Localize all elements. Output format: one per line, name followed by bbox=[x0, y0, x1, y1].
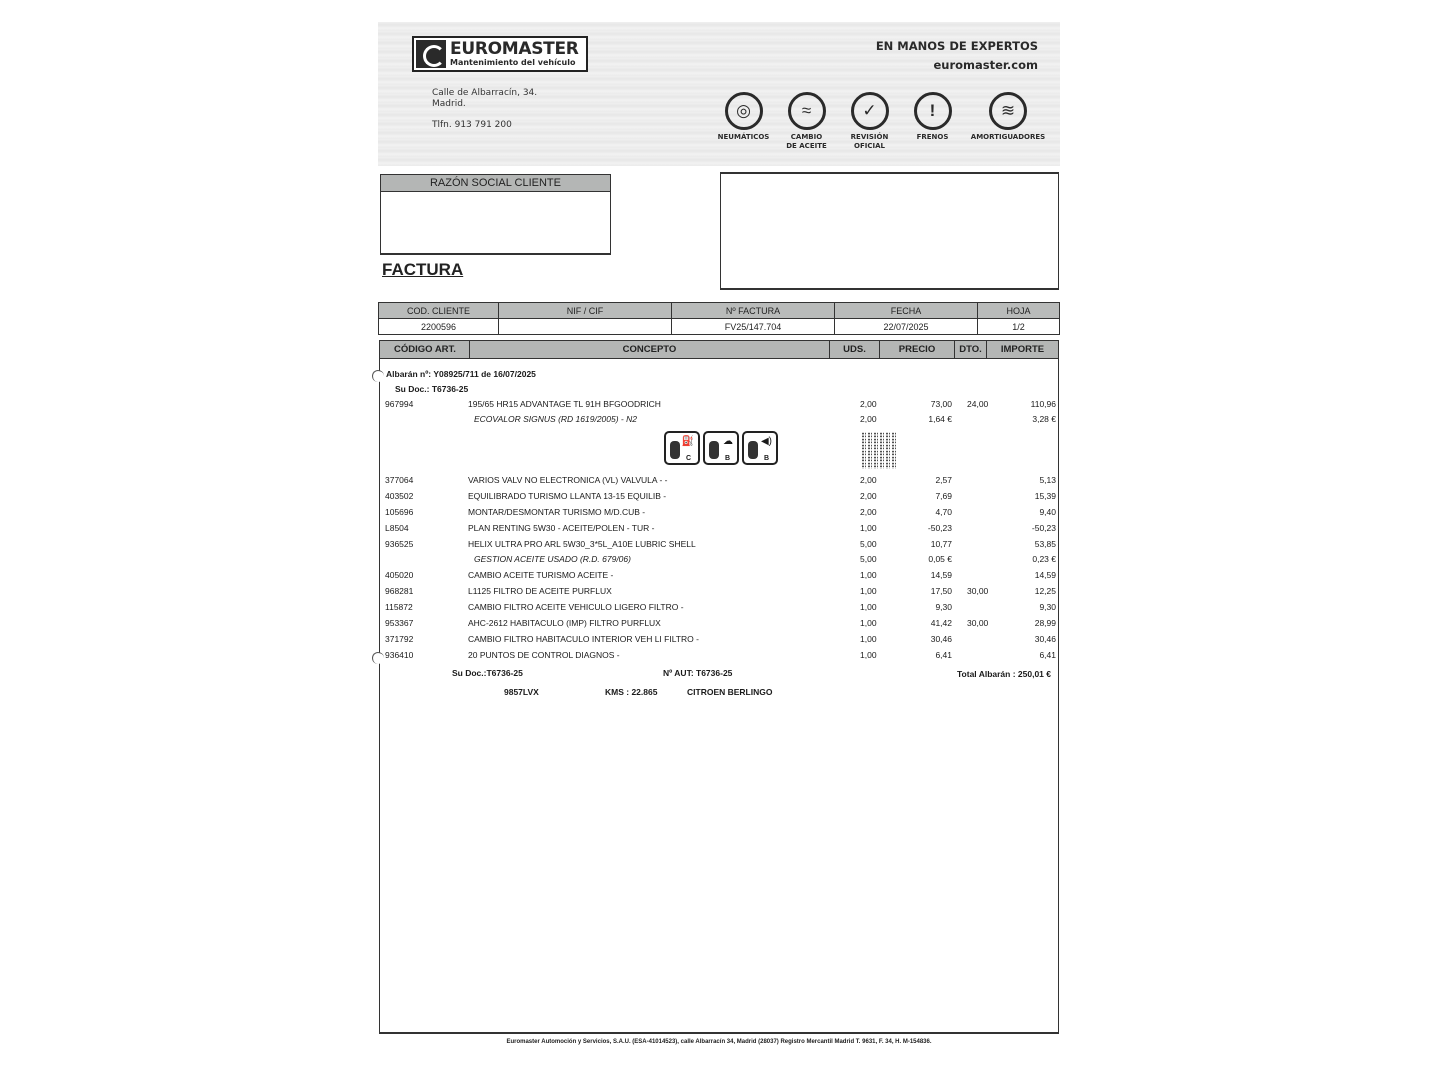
service-brakes bbox=[901, 92, 964, 151]
invoice-page bbox=[378, 22, 1060, 1052]
item-units: 1,00 bbox=[860, 634, 877, 644]
header-invoice-number: Nº FACTURA bbox=[672, 303, 835, 319]
item-amount: 3,28 € bbox=[1032, 414, 1056, 424]
brake-warning-icon: ! bbox=[914, 92, 952, 130]
item-units: 2,00 bbox=[860, 399, 877, 409]
item-amount: 28,99 bbox=[1034, 618, 1056, 628]
services-list bbox=[712, 92, 1048, 151]
table-row bbox=[380, 474, 1060, 487]
header-date: FECHA bbox=[835, 303, 978, 319]
item-price: 14,59 bbox=[930, 570, 952, 580]
table-row bbox=[380, 522, 1060, 535]
item-units: 1,00 bbox=[860, 650, 877, 660]
service-label: CAMBIO bbox=[790, 133, 823, 141]
vehicle-model: CITROEN BERLINGO bbox=[687, 687, 773, 697]
table-row bbox=[380, 538, 1060, 551]
item-price: 1,64 € bbox=[928, 414, 952, 424]
table-row bbox=[380, 649, 1060, 662]
vehicle-kms: KMS : 22.865 bbox=[605, 687, 658, 697]
item-code: 105696 bbox=[385, 507, 414, 517]
item-concept: 195/65 HR15 ADVANTAGE TL 91H BFGOODRICH bbox=[468, 399, 661, 409]
document-title: FACTURA bbox=[382, 260, 464, 279]
item-units: 1,00 bbox=[860, 602, 877, 612]
logo-mark-icon bbox=[416, 40, 446, 68]
item-code: 115872 bbox=[385, 602, 413, 612]
item-discount: 24,00 bbox=[967, 399, 989, 409]
eu-tyre-labels bbox=[664, 431, 778, 465]
service-oil-change bbox=[775, 92, 838, 151]
item-code: 967994 bbox=[385, 399, 414, 409]
item-price: -50,23 bbox=[927, 523, 952, 533]
tyre-icon: ◎ bbox=[725, 92, 763, 130]
header-nif: NIF / CIF bbox=[499, 303, 672, 319]
item-price: 0,05 € bbox=[928, 554, 952, 564]
header-band bbox=[378, 22, 1060, 166]
invoice-number: FV25/147.704 bbox=[672, 319, 835, 335]
oil-change-icon: ≈ bbox=[788, 92, 826, 130]
item-concept: MONTAR/DESMONTAR TURISMO M/D.CUB - bbox=[468, 507, 646, 517]
item-price: 4,70 bbox=[935, 507, 952, 517]
item-concept: CAMBIO FILTRO HABITACULO INTERIOR VEH LI FILTRO - bbox=[468, 634, 699, 644]
service-shock-absorbers bbox=[968, 92, 1048, 151]
punch-hole bbox=[372, 652, 384, 664]
service-label: REVISIÓN bbox=[850, 133, 889, 141]
item-units: 1,00 bbox=[860, 586, 877, 596]
item-price: 9,30 bbox=[935, 602, 952, 612]
item-amount: 9,30 bbox=[1039, 602, 1056, 612]
items-table bbox=[379, 340, 1059, 1034]
col-price: PRECIO bbox=[880, 341, 955, 358]
table-row bbox=[380, 617, 1060, 630]
item-concept: CAMBIO FILTRO ACEITE VEHICULO LIGERO FILTRO - bbox=[468, 602, 684, 612]
item-units: 2,00 bbox=[860, 475, 877, 485]
summary-total: Total Albarán : 250,01 € bbox=[956, 669, 1051, 679]
item-amount: 0,23 € bbox=[1032, 554, 1056, 564]
col-units: UDS. bbox=[830, 341, 880, 358]
item-concept: ECOVALOR SIGNUS (RD 1619/2005) - N2 bbox=[474, 414, 637, 424]
item-price: 2,57 bbox=[935, 475, 952, 485]
item-amount: 5,13 bbox=[1039, 475, 1056, 485]
euromaster-logo bbox=[412, 36, 588, 72]
table-row bbox=[380, 585, 1060, 598]
vehicle-plate: 9857LVX bbox=[504, 687, 539, 697]
header-page: HOJA bbox=[978, 303, 1060, 319]
table-row bbox=[380, 553, 1060, 566]
item-concept: AHC-2612 HABITACULO (IMP) FILTRO PURFLUX bbox=[468, 618, 661, 628]
table-row bbox=[380, 506, 1060, 519]
header-client-code: COD. CLIENTE bbox=[379, 303, 499, 319]
item-units: 2,00 bbox=[860, 414, 877, 424]
invoice-info-table bbox=[378, 302, 1060, 335]
legal-footer: Euromaster Automoción y Servicios, S.A.U. (ESA-41014523), calle Albarracín 34, Madrid (28037) Registro Mercantil Madrid T. 9631, F. 34, H. M-154836. bbox=[506, 1039, 932, 1045]
service-label: FRENOS bbox=[916, 133, 949, 141]
item-price: 6,41 bbox=[935, 650, 952, 660]
shock-absorber-icon: ≋ bbox=[989, 92, 1027, 130]
summary-customer-doc: Su Doc.:T6736-25 bbox=[452, 668, 523, 678]
item-price: 17,50 bbox=[930, 586, 952, 596]
item-units: 5,00 bbox=[860, 554, 877, 564]
summary-authorization: Nº AUT: T6736-25 bbox=[663, 668, 733, 678]
car-check-icon: ✓ bbox=[851, 92, 889, 130]
item-amount: 53,85 bbox=[1034, 539, 1056, 549]
wet-grip-grade: B bbox=[724, 455, 730, 462]
item-code: 953367 bbox=[385, 618, 414, 628]
fuel-efficiency-label-icon: ⛽ C bbox=[664, 431, 700, 465]
table-row bbox=[380, 398, 1060, 411]
brand-name: EUROMASTER bbox=[450, 39, 579, 59]
item-price: 41,42 bbox=[930, 618, 952, 628]
service-inspection bbox=[838, 92, 901, 151]
table-row bbox=[380, 413, 1060, 426]
item-amount: 30,46 bbox=[1034, 634, 1056, 644]
item-price: 10,77 bbox=[930, 539, 952, 549]
fuel-grade: C bbox=[685, 455, 691, 462]
item-code: 405020 bbox=[385, 570, 414, 580]
item-code: 968281 bbox=[385, 586, 414, 596]
item-units: 2,00 bbox=[860, 491, 877, 501]
page-number: 1/2 bbox=[978, 319, 1060, 335]
qr-code-icon bbox=[862, 432, 898, 469]
item-units: 5,00 bbox=[860, 539, 877, 549]
item-code: 377064 bbox=[385, 475, 414, 485]
item-concept: L1125 FILTRO DE ACEITE PURFLUX bbox=[468, 586, 612, 596]
col-concept: CONCEPTO bbox=[470, 341, 830, 358]
item-discount: 30,00 bbox=[967, 618, 989, 628]
item-code: L8504 bbox=[385, 523, 409, 533]
company-phone: Tlfn. 913 791 200 bbox=[432, 120, 512, 130]
table-row bbox=[380, 569, 1060, 582]
service-label: AMORTIGUADORES bbox=[970, 133, 1046, 141]
table-row bbox=[380, 601, 1060, 614]
item-units: 2,00 bbox=[860, 507, 877, 517]
punch-hole bbox=[372, 370, 384, 382]
nif bbox=[499, 319, 672, 335]
invoice-date: 22/07/2025 bbox=[835, 319, 978, 335]
item-code: 936525 bbox=[385, 539, 414, 549]
service-label-2: OFICIAL bbox=[854, 142, 885, 150]
item-discount: 30,00 bbox=[967, 586, 989, 596]
item-code: 371792 bbox=[385, 634, 414, 644]
table-row bbox=[380, 633, 1060, 646]
col-code: CÓDIGO ART. bbox=[380, 341, 470, 358]
item-amount: 15,39 bbox=[1034, 491, 1056, 501]
item-concept: EQUILIBRADO TURISMO LLANTA 13-15 EQUILIB - bbox=[468, 491, 667, 501]
item-concept: PLAN RENTING 5W30 - ACEITE/POLEN - TUR - bbox=[468, 523, 655, 533]
noise-grade: B bbox=[763, 455, 769, 462]
item-units: 1,00 bbox=[860, 570, 877, 580]
item-amount: 110,96 bbox=[1030, 399, 1056, 409]
address-window-box bbox=[720, 172, 1059, 290]
address-line-1: Calle de Albarracín, 34. bbox=[432, 88, 538, 98]
item-code: 403502 bbox=[385, 491, 414, 501]
item-price: 73,00 bbox=[930, 399, 952, 409]
noise-label-icon: ◀) B bbox=[742, 431, 778, 465]
service-label-2: DE ACEITE bbox=[786, 142, 827, 150]
website: euromaster.com bbox=[933, 58, 1038, 72]
item-price: 30,46 bbox=[930, 634, 952, 644]
item-concept: CAMBIO ACEITE TURISMO ACEITE - bbox=[468, 570, 614, 580]
item-amount: 9,40 bbox=[1039, 507, 1056, 517]
item-concept: 20 PUNTOS DE CONTROL DIAGNOS - bbox=[468, 650, 620, 660]
item-price: 7,69 bbox=[935, 491, 952, 501]
item-amount: 12,25 bbox=[1034, 586, 1056, 596]
items-table-header bbox=[380, 341, 1058, 359]
delivery-note: Albarán nº: Y08925/711 de 16/07/2025 bbox=[386, 369, 536, 379]
brand-subtitle: Mantenimiento del vehículo bbox=[450, 58, 576, 67]
address-line-2: Madrid. bbox=[432, 99, 466, 109]
wet-grip-label-icon: ☁ B bbox=[703, 431, 739, 465]
item-concept: VARIOS VALV NO ELECTRONICA (VL) VALVULA - - bbox=[468, 475, 668, 485]
item-concept: HELIX ULTRA PRO ARL 5W30_3*5L_A10E LUBRIC SHELL bbox=[468, 539, 696, 549]
item-units: 1,00 bbox=[860, 523, 877, 533]
item-code: 936410 bbox=[385, 650, 414, 660]
client-box bbox=[380, 174, 611, 255]
service-tyres bbox=[712, 92, 775, 151]
item-amount: 6,41 bbox=[1039, 650, 1056, 660]
item-amount: 14,59 bbox=[1034, 570, 1056, 580]
service-label: NEUMÁTICOS bbox=[717, 133, 770, 141]
col-discount: DTO. bbox=[955, 341, 987, 358]
client-box-title: RAZÓN SOCIAL CLIENTE bbox=[381, 175, 610, 192]
customer-doc: Su Doc.: T6736-25 bbox=[395, 384, 469, 394]
tagline: EN MANOS DE EXPERTOS bbox=[875, 39, 1038, 53]
client-code: 2200596 bbox=[379, 319, 499, 335]
company-address bbox=[432, 88, 537, 131]
col-amount: IMPORTE bbox=[1000, 344, 1045, 355]
item-concept: GESTION ACEITE USADO (R.D. 679/06) bbox=[474, 554, 631, 564]
item-amount: -50,23 bbox=[1031, 523, 1056, 533]
table-row bbox=[380, 490, 1060, 503]
item-units: 1,00 bbox=[860, 618, 877, 628]
